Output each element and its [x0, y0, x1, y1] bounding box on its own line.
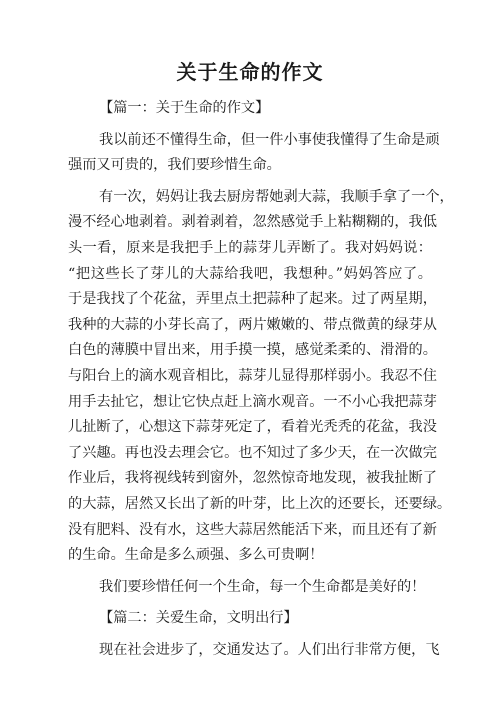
paragraph-line: 用手去扯它，想让它快点赶上滴水观音。一不小心我把蒜芽 — [68, 393, 437, 410]
paragraph-line: 于是我找了个花盆，弄里点土把蒜种了起来。过了两星期， — [68, 291, 437, 308]
paragraph-line: 头一看，原来是我把手上的蒜芽儿弄断了。我对妈妈说： — [68, 239, 432, 256]
section-heading-2: 【篇二：关爱生命，文明出行】 — [99, 610, 298, 627]
paragraph-line: 有一次，妈妈让我去厨房帮她剥大蒜，我顺手拿了一个， — [99, 188, 454, 205]
paragraph-line: 与阳台上的滴水观音相比，蒜芽儿显得那样弱小。我忍不住 — [68, 367, 437, 384]
paragraph-line: 白色的薄膜中冒出来，用手摸一摸，感觉柔柔的、滑滑的。 — [68, 342, 437, 359]
paragraph-line: 的生命。生命是多么顽强、多么可贵啊！ — [68, 547, 324, 564]
paragraph-line: 我以前还不懂得生命，但一件小事使我懂得了生命是顽 — [99, 131, 440, 148]
paragraph-line: 强而又可贵的，我们要珍惜生命。 — [68, 157, 281, 174]
section-heading-1: 【篇一：关于生命的作文】 — [99, 100, 270, 116]
document-body — [68, 96, 454, 663]
paragraph-line: 的大蒜，居然又长出了新的叶芽，比上次的还要长，还要绿。 — [68, 495, 452, 512]
paragraph-line: 我们要珍惜任何一个生命，每一个生命都是美好的！ — [99, 578, 426, 595]
paragraph-line: “把这些长了芽儿的大蒜给我吧，我想种。”妈妈答应了。 — [68, 265, 432, 282]
paragraph-line: 儿扯断了，心想这下蒜芽死定了，看着光秃秃的花盆，我没 — [68, 419, 437, 436]
paragraph-line: 现在社会进步了，交通发达了。人们出行非常方便，飞 — [99, 641, 440, 658]
paragraph-line: 没有肥料、没有水，这些大蒜居然能活下来，而且还有了新 — [68, 521, 437, 538]
paragraph-line: 了兴趣。再也没去理会它。也不知过了多少天，在一次做完 — [68, 444, 437, 461]
paragraph-line: 作业后，我将视线转到窗外，忽然惊奇地发现，被我扯断了 — [68, 470, 437, 487]
document-title: 关于生命的作文 — [176, 60, 324, 84]
paragraph-line: 漫不经心地剥着。剥着剥着，忽然感觉手上粘糊糊的，我低 — [68, 214, 437, 231]
paragraph-line: 我种的大蒜的小芽长高了，两片嫩嫩的、带点微黄的绿芽从 — [68, 316, 437, 333]
